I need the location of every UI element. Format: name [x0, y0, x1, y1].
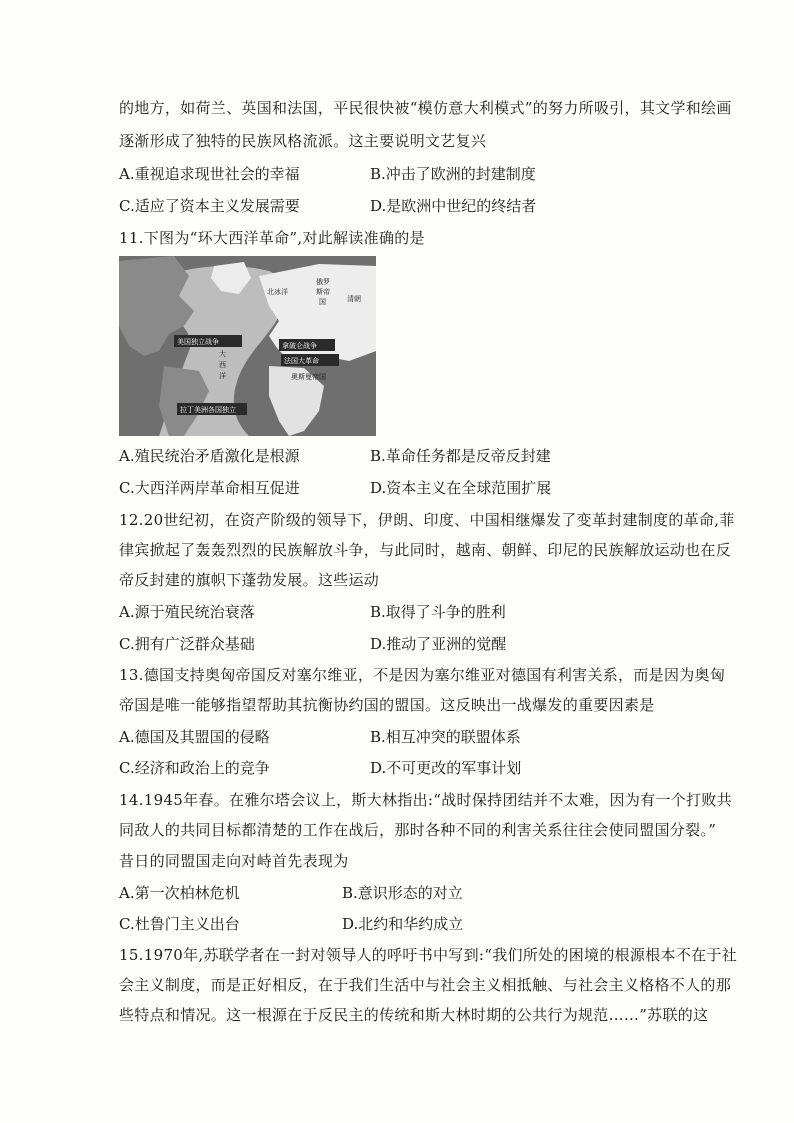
q14-option-a[interactable]: A.第一次柏林危机: [119, 884, 240, 902]
map-box-american-label: 美国独立战争: [177, 338, 219, 346]
q10-option-c[interactable]: C.适应了资本主义发展需要: [119, 197, 300, 215]
q11-option-b[interactable]: B.革命任务都是反帝反封建: [370, 447, 551, 465]
q11-option-a[interactable]: A.殖民统治矛盾激化是根源: [119, 447, 300, 465]
q11-option-d[interactable]: D.资本主义在全球范围扩展: [370, 479, 552, 497]
q12-option-c[interactable]: C.拥有广泛群众基础: [119, 635, 255, 653]
map-box-latin-label: 拉丁美洲各国独立: [180, 406, 236, 414]
q11-option-c[interactable]: C.大西洋两岸革命相互促进: [119, 479, 300, 497]
q15-line-2: 会主义制度，而是正好相反，在于我们生活中与社会主义相抵触、与社会主义格格不人的那: [119, 976, 732, 994]
q12-line-2: 律宾掀起了轰轰烈烈的民族解放斗争，与此同时，越南、朝鲜、印尼的民族解放运动也在反: [119, 541, 732, 559]
map-label-qing: 清朝: [347, 295, 361, 303]
atlantic-revolution-map: [119, 256, 376, 436]
map-label-russia-2: 斯帝: [316, 288, 330, 296]
map-label-atlantic-2: 西: [219, 361, 226, 369]
q10-option-d[interactable]: D.是欧洲中世纪的终结者: [370, 197, 537, 215]
q14-option-b[interactable]: B.意识形态的对立: [342, 884, 463, 902]
q14-option-d[interactable]: D.北约和华约成立: [342, 915, 464, 933]
q15-line-3: 些特点和情况。这一根源在于反民主的传统和斯大林时期的公共行为规范……”苏联的这: [119, 1006, 709, 1024]
map-box-napoleon-label: 拿破仑战争: [282, 342, 317, 350]
q14-option-c[interactable]: C.杜鲁门主义出台: [119, 915, 240, 933]
q13-option-d[interactable]: D.不可更改的军事计划: [370, 759, 522, 777]
q12-option-a[interactable]: A.源于殖民统治衰落: [119, 603, 255, 621]
map-label-atlantic-3: 洋: [219, 372, 226, 380]
q13-option-c[interactable]: C.经济和政治上的竞争: [119, 759, 270, 777]
q14-line-2: 同敌人的共同目标都清楚的工作在战后，那时各种不同的利害关系往往会使同盟国分裂。”: [119, 821, 717, 839]
map-label-arctic: 北冰洋: [267, 288, 288, 296]
q12-option-b[interactable]: B.取得了斗争的胜利: [370, 603, 506, 621]
intro-line-1: 的地方，如荷兰、英国和法国，平民很快被“模仿意大利模式”的努力所吸引，其文学和绘画: [119, 99, 732, 117]
q12-option-d[interactable]: D.推动了亚洲的觉醒: [370, 635, 507, 653]
map-label-ottoman: 奥斯曼帝国: [291, 373, 326, 381]
q10-option-b[interactable]: B.冲击了欧洲的封建制度: [370, 165, 536, 183]
map-label-russia-3: 国: [319, 298, 326, 306]
intro-line-2: 逐渐形成了独特的民族风格流派。这主要说明文艺复兴: [119, 132, 487, 150]
q13-option-a[interactable]: A.德国及其盟国的侵略: [119, 728, 270, 746]
q12-line-1: 12.20世纪初，在资产阶级的领导下，伊朗、印度、中国相继爆发了变革封建制度的革命,菲: [119, 511, 735, 529]
q14-line-3: 昔日的同盟国走向对峙首先表现为: [119, 852, 349, 870]
q13-option-b[interactable]: B.相互冲突的联盟体系: [370, 728, 521, 746]
map-label-russia-1: 俄罗: [316, 278, 330, 286]
q14-line-1: 14.1945年春。在雅尔塔会议上，斯大林指出:“战时保持团结并不太难，因为有一个打败共: [119, 791, 732, 809]
q10-option-a[interactable]: A.重视追求现世社会的幸福: [119, 165, 300, 183]
q15-line-1: 15.1970年,苏联学者在一封对领导人的呼吁书中写到:“我们所处的困境的根源根本不在于社: [119, 946, 738, 964]
q11-stem: 11.下图为“环大西洋革命”,对此解读准确的是: [119, 229, 425, 247]
q13-line-2: 帝国是唯一能够指望帮助其抗衡协约国的盟国。这反映出一战爆发的重要因素是: [119, 696, 655, 714]
map-label-atlantic-1: 大: [219, 350, 226, 358]
map-box-french-label: 法国大革命: [284, 357, 319, 365]
q13-line-1: 13.德国支持奥匈帝国反对塞尔维亚，不是因为塞尔维亚对德国有利害关系，而是因为奥匈: [119, 666, 726, 684]
q12-line-3: 帝反封建的旗帜下蓬勃发展。这些运动: [119, 571, 380, 589]
